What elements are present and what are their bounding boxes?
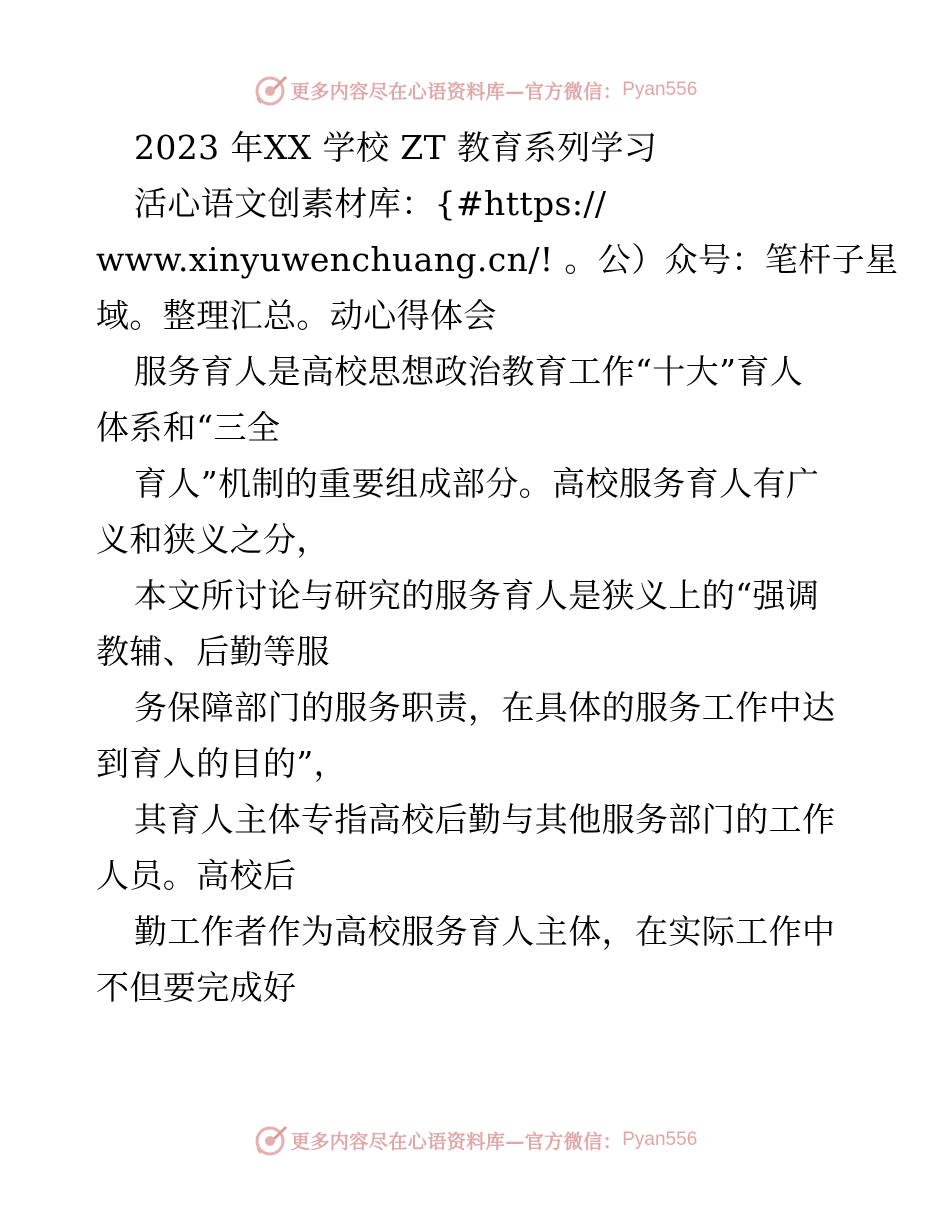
pen-logo-icon [253, 1122, 289, 1158]
header-banner [0, 70, 950, 110]
text-line: 域。整理汇总。动心得体会 [96, 296, 497, 335]
banner-text: 更多内容尽在心语资料库—官方微信： [290, 80, 623, 103]
text-line: 本文所讨论与研究的服务育人是狭义上的“强调 [134, 576, 820, 615]
text-line: 人员。高校后 [96, 856, 297, 895]
text-line: 活心语文创素材库：{#https:// [134, 184, 607, 223]
text-line: 教辅、后勤等服 [96, 632, 330, 671]
banner-wechat-handle: Pyan556 [622, 79, 698, 100]
text-line: 服务育人是高校思想政治教育工作“十大”育人 [134, 352, 804, 391]
footer-banner [0, 1120, 950, 1160]
document-body [96, 120, 899, 1016]
text-line: 勤工作者作为高校服务育人主体，在实际工作中 [134, 912, 836, 951]
text-line: 义和狭义之分， [96, 520, 330, 559]
text-line: 体系和“三全 [96, 408, 281, 447]
document-title: 2023 年XX 学校 ZT 教育系列学习 [134, 128, 658, 167]
text-line: 其育人主体专指高校后勤与其他服务部门的工作 [134, 800, 836, 839]
pen-logo-icon [253, 72, 289, 108]
text-line: www.xinyuwenchuang.cn/! 。公）众号：笔杆子星 [96, 240, 899, 279]
text-line: 务保障部门的服务职责，在具体的服务工作中达 [134, 688, 836, 727]
text-line: 不但要完成好 [96, 968, 297, 1007]
banner-text: 更多内容尽在心语资料库—官方微信： [290, 1130, 623, 1153]
text-line: 育人”机制的重要组成部分。高校服务育人有广 [134, 464, 820, 503]
text-line: 到育人的目的”， [96, 744, 348, 783]
banner-wechat-handle: Pyan556 [622, 1129, 698, 1150]
